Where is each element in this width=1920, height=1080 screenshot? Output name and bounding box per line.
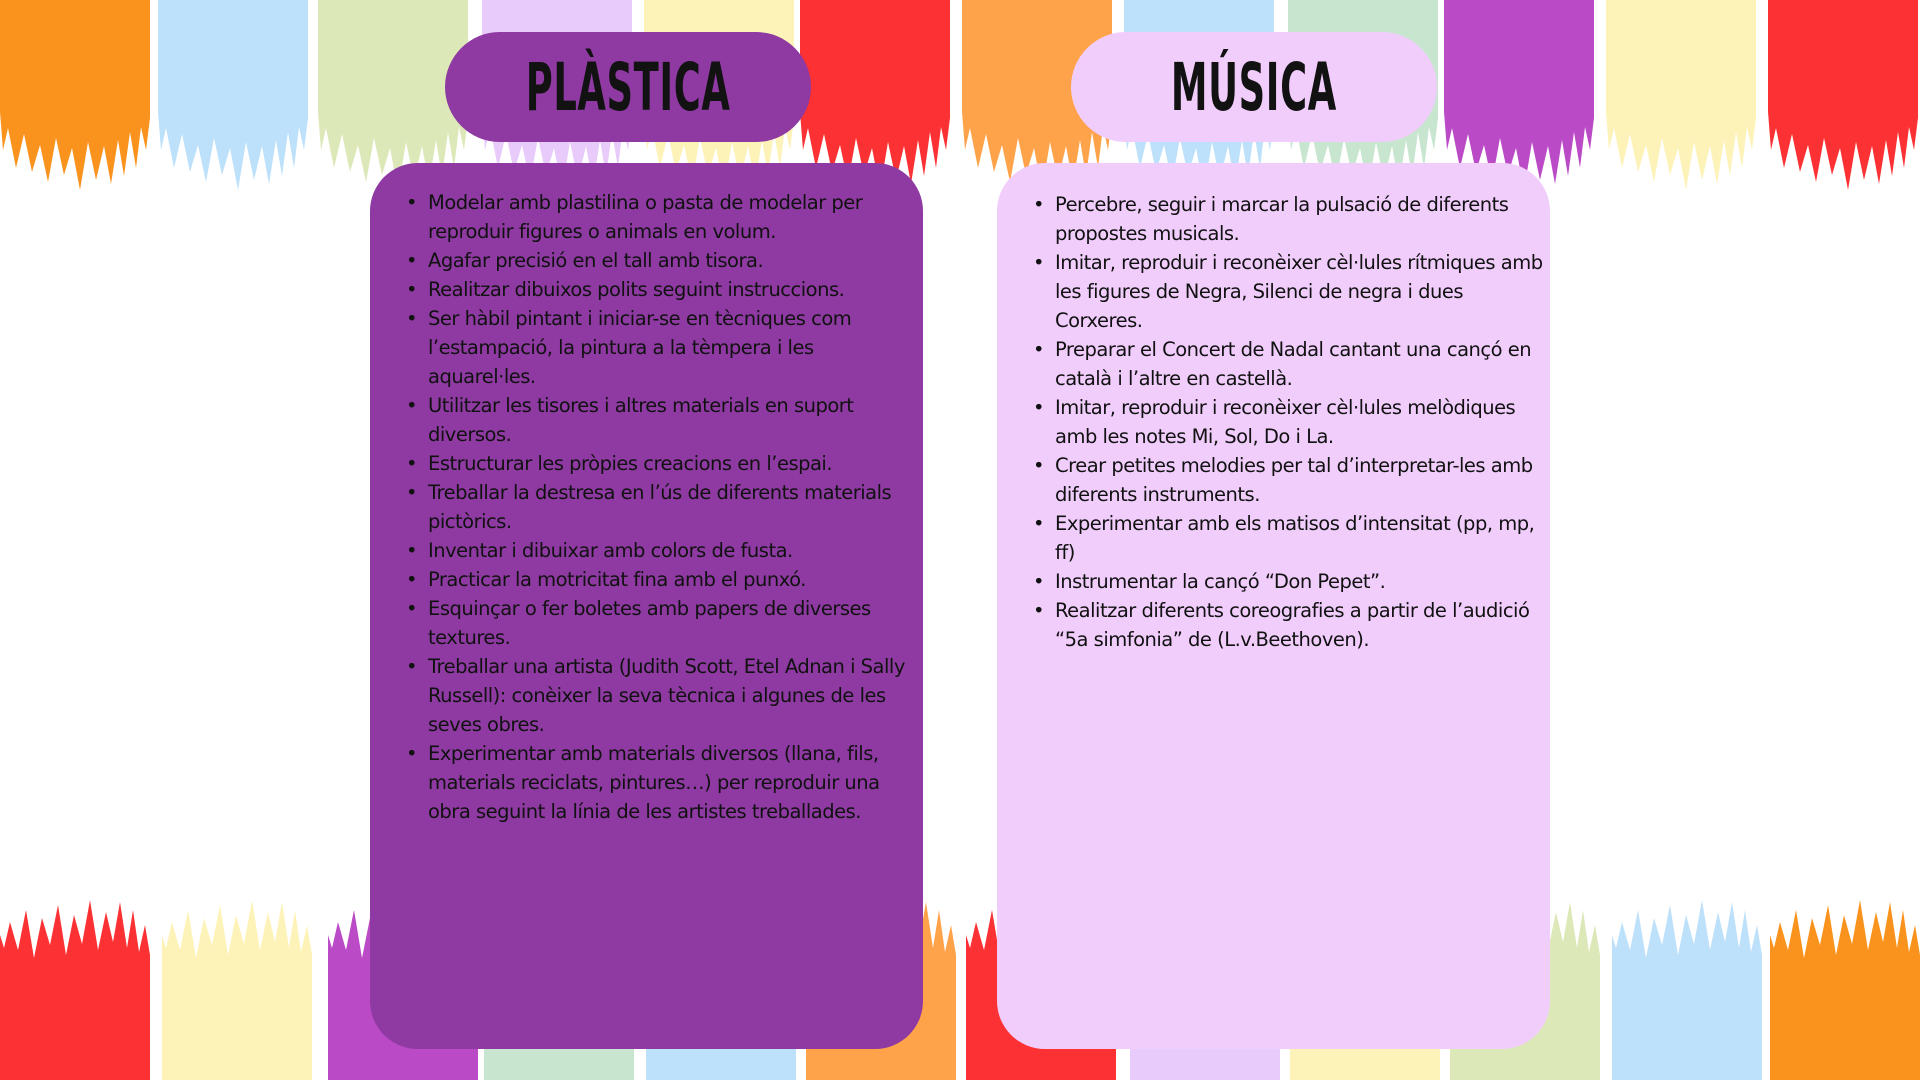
list-item	[1033, 596, 1550, 654]
list-item-text: Esquinçar o fer boletes amb papers de diverses textures.	[428, 597, 871, 649]
top-paint-strokes	[0, 0, 1918, 190]
list-item-text: Percebre, seguir i marcar la pulsació de diferents propostes musicals.	[1055, 193, 1509, 245]
list-item	[1033, 335, 1550, 393]
bullet-icon: •	[406, 742, 418, 765]
list-item	[1033, 248, 1550, 335]
list-item-text: Realitzar diferents coreografies a partir de l’audició “5a simfonia” de (L.v.Beethoven).	[1055, 599, 1530, 651]
list-item	[1033, 567, 1550, 596]
bullet-icon: •	[406, 655, 418, 678]
musica-card	[997, 163, 1550, 1049]
list-item	[406, 275, 915, 304]
list-item	[1033, 393, 1550, 451]
list-item-text: Realitzar dibuixos polits seguint instruccions.	[428, 278, 845, 301]
list-item	[406, 739, 915, 826]
list-item-text: Imitar, reproduir i reconèixer cèl·lules rítmiques amb les figures de Negra, Silenci de negra i dues Corxeres.	[1055, 251, 1543, 332]
bullet-icon: •	[406, 597, 418, 620]
list-item	[406, 246, 915, 275]
bullet-icon: •	[406, 307, 418, 330]
plastica-title: PLÀSTICA	[525, 48, 731, 126]
list-item-text: Preparar el Concert de Nadal cantant una cançó en català i l’altre en castellà.	[1055, 338, 1532, 390]
list-item-text: Treballar una artista (Judith Scott, Etel Adnan i Sally Russell): conèixer la seva tècnica i algunes de les seves obres.	[428, 655, 905, 736]
list-item	[406, 536, 915, 565]
bullet-icon: •	[1033, 570, 1045, 593]
list-item	[406, 188, 915, 246]
list-item	[406, 478, 915, 536]
bullet-icon: •	[1033, 454, 1045, 477]
list-item-text: Inventar i dibuixar amb colors de fusta.	[428, 539, 793, 562]
bullet-icon: •	[406, 568, 418, 591]
bullet-icon: •	[1033, 193, 1045, 216]
bullet-icon: •	[1033, 599, 1045, 622]
bullet-icon: •	[1033, 251, 1045, 274]
list-item-text: Imitar, reproduir i reconèixer cèl·lules melòdiques amb les notes Mi, Sol, Do i La.	[1055, 396, 1516, 448]
bullet-icon: •	[1033, 396, 1045, 419]
list-item-text: Estructurar les pròpies creacions en l’espai.	[428, 452, 833, 475]
list-item-text: Utilitzar les tisores i altres materials en suport diversos.	[428, 394, 854, 446]
bullet-icon: •	[406, 481, 418, 504]
list-item-text: Ser hàbil pintant i iniciar-se en tècniques com l’estampació, la pintura a la tèmpera i les aquarel·les.	[428, 307, 852, 388]
list-item	[1033, 190, 1550, 248]
list-item	[406, 652, 915, 739]
bullet-icon: •	[1033, 338, 1045, 361]
list-item	[406, 594, 915, 652]
plastica-card	[370, 163, 923, 1049]
plastica-title-pill	[445, 32, 811, 142]
bullet-icon: •	[406, 394, 418, 417]
bullet-icon: •	[406, 539, 418, 562]
list-item	[406, 391, 915, 449]
bullet-icon: •	[406, 278, 418, 301]
list-item-text: Treballar la destresa en l’ús de diferents materials pictòrics.	[428, 481, 892, 533]
bullet-icon: •	[406, 191, 418, 214]
bullet-icon: •	[406, 452, 418, 475]
bullet-icon: •	[1033, 512, 1045, 535]
musica-title-pill	[1071, 32, 1437, 142]
list-item	[1033, 451, 1550, 509]
list-item-text: Modelar amb plastilina o pasta de modelar per reproduir figures o animals en volum.	[428, 191, 863, 243]
list-item-text: Experimentar amb els matisos d’intensitat (pp, mp, ff)	[1055, 512, 1535, 564]
musica-list	[1033, 190, 1550, 654]
musica-title: MÚSICA	[1171, 48, 1337, 126]
list-item	[406, 449, 915, 478]
list-item	[406, 304, 915, 391]
list-item-text: Agafar precisió en el tall amb tisora.	[428, 249, 764, 272]
list-item-text: Practicar la motricitat fina amb el punxó.	[428, 568, 806, 591]
bullet-icon: •	[406, 249, 418, 272]
list-item-text: Experimentar amb materials diversos (llana, fils, materials reciclats, pintures…) per reproduir una obra seguint la línia de les artistes treballades.	[428, 742, 880, 823]
bottom-paint-strokes	[0, 900, 1920, 1080]
plastica-list	[406, 188, 915, 826]
list-item	[406, 565, 915, 594]
list-item	[1033, 509, 1550, 567]
list-item-text: Instrumentar la cançó “Don Pepet”.	[1055, 570, 1386, 593]
list-item-text: Crear petites melodies per tal d’interpretar-les amb diferents instruments.	[1055, 454, 1533, 506]
